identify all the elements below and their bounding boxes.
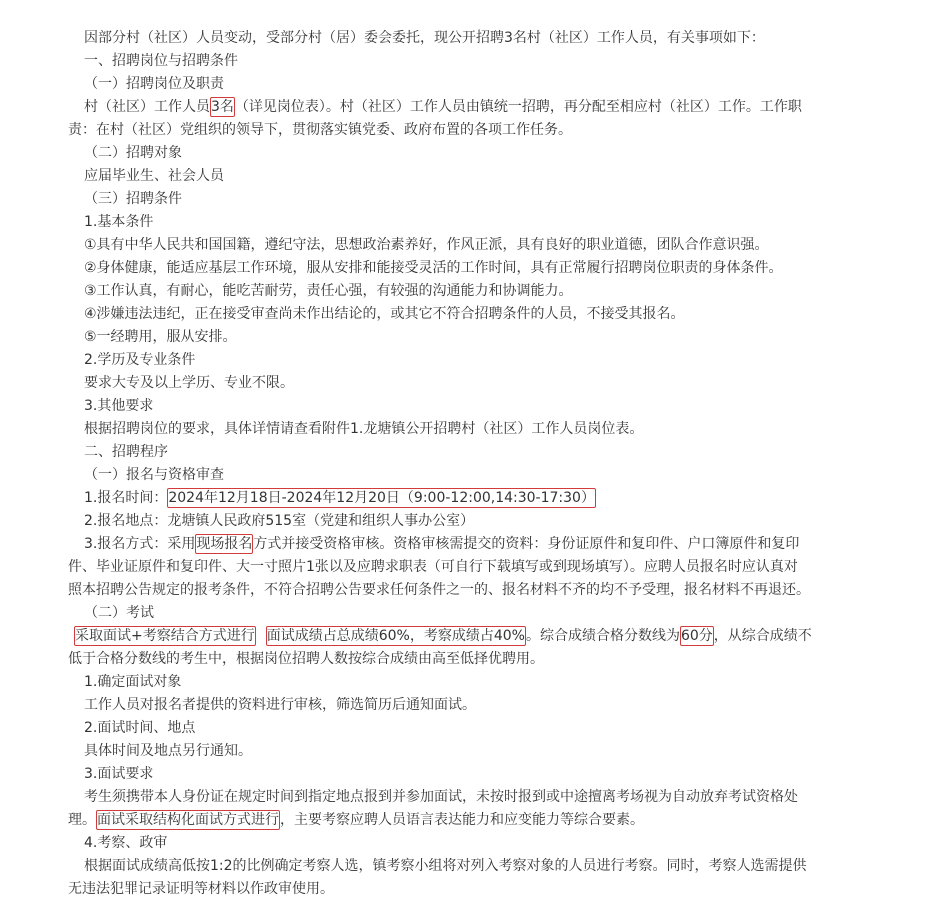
text: ③工作认真，有耐心，能吃苦耐劳，责任心强，有较强的沟通能力和协调能力。 <box>84 283 573 299</box>
paragraph-line <box>68 880 334 898</box>
text: （二）招聘对象 <box>84 145 182 161</box>
paragraph-line <box>68 650 544 668</box>
text: 照本招聘公告规定的报考条件，不符合招聘公告要求任何条件之一的、报名材料不齐的均不予受理，报名材料不再退还。 <box>68 582 810 598</box>
subsection-heading <box>84 765 153 783</box>
text: 件、毕业证原件和复印件、大一寸照片1张以及应聘求职表（可自行下载填写或到现场填写）。应聘人员报名时应认真对 <box>68 559 798 575</box>
text: 方式并接受资格审核。资格审核需提交的资料：身份证原件和复印件、户口簿原件和复印 <box>253 536 800 552</box>
text: 3.其他要求 <box>84 398 154 414</box>
paragraph-line <box>68 811 644 829</box>
text: 。综合成绩合格分数线为 <box>525 628 680 644</box>
text: （二）考试 <box>84 605 154 621</box>
text: （一）报名与资格审查 <box>84 467 224 483</box>
highlight-box: 2024年12月18日-2024年12月20日（9:00-12:00,14:30-17:30） <box>168 490 595 506</box>
text: 1.报名时间： <box>84 490 168 506</box>
text: 2.报名地点：龙塘镇人民政府515室（党建和组织人事办公室） <box>84 513 475 529</box>
paragraph-line <box>84 857 807 875</box>
text: 责：在村（社区）党组织的领导下，贯彻落实镇党委、政府布置的各项工作任务。 <box>68 122 572 138</box>
text: 1.确定面试对象 <box>84 674 182 690</box>
text: 二、招聘程序 <box>84 444 168 460</box>
text: 2.学历及专业条件 <box>84 352 196 368</box>
text: 根据招聘岗位的要求，具体详情请查看附件1.龙塘镇公开招聘村（社区）工作人员岗位表。 <box>84 421 644 437</box>
text: （三）招聘条件 <box>84 191 182 207</box>
text: ，主要考察应聘人员语言表达能力和应变能力等综合要素。 <box>280 812 644 828</box>
section-heading <box>84 52 238 70</box>
list-item <box>84 305 685 323</box>
subsection-heading <box>84 144 182 162</box>
text: （一）招聘岗位及职责 <box>84 76 224 92</box>
text: ④涉嫌违法违纪，正在接受审查尚未作出结论的，或其它不符合招聘条件的人员，不接受其报名。 <box>84 306 685 322</box>
paragraph-line <box>84 742 252 760</box>
text: 村（社区）工作人员 <box>84 99 210 115</box>
list-item <box>84 328 237 346</box>
text: 2.面试时间、地点 <box>84 720 196 736</box>
text: ，从综合成绩不 <box>713 628 812 644</box>
text: （详见岗位表）。村（社区）工作人员由镇统一招聘，再分配至相应村（社区）工作。工作职 <box>234 99 802 115</box>
paragraph-line <box>84 98 802 116</box>
text: 4.考察、政审 <box>84 835 168 851</box>
text: ①具有中华人民共和国国籍，遵纪守法，思想政治素养好，作风正派，具有良好的职业道德，团队合作意识强。 <box>84 237 769 253</box>
paragraph-line <box>84 489 596 507</box>
text: 根据面试成绩高低按1:2的比例确定考察人选，镇考察小组将对列入考察对象的人员进行考察。同时，考察人选需提供 <box>84 858 807 874</box>
paragraph-line <box>74 627 812 645</box>
text: 一、招聘岗位与招聘条件 <box>84 53 238 69</box>
paragraph-line <box>84 374 294 392</box>
text: 无违法犯罪记录证明等材料以作政审使用。 <box>68 881 334 897</box>
paragraph-line <box>84 420 643 438</box>
paragraph-line <box>84 696 476 714</box>
subsection-heading <box>84 351 195 369</box>
text: 理。 <box>68 812 96 828</box>
paragraph-line <box>68 558 798 576</box>
text: ②身体健康，能适应基层工作环境，服从安排和能接受灵活的工作时间，具有正常履行招聘岗位职责的身体条件。 <box>84 260 783 276</box>
text: 应届毕业生、社会人员 <box>84 168 224 184</box>
subsection-heading <box>84 397 153 415</box>
subsection-heading <box>84 190 182 208</box>
text: 因部分村（社区）人员变动，受部分村（居）委会委托，现公开招聘3名村（社区）工作人员，有关事项如下： <box>84 30 765 46</box>
paragraph-line <box>84 167 224 185</box>
subsection-heading <box>84 213 153 231</box>
text: 考生须携带本人身份证在规定时间到指定地点报到并参加面试，未按时报到或中途擅离考场视为自动放弃考试资格处 <box>84 789 798 805</box>
subsection-heading <box>84 604 154 622</box>
paragraph-line <box>84 512 474 530</box>
text: 具体时间及地点另行通知。 <box>84 743 252 759</box>
text: 1.基本条件 <box>84 214 154 230</box>
text: 低于合格分数线的考生中，根据岗位招聘人数按综合成绩由高至低择优聘用。 <box>68 651 544 667</box>
highlight-box: 现场报名 <box>196 536 253 552</box>
highlight-box: 面试成绩占总成绩60%，考察成绩占40% <box>266 628 525 644</box>
section-heading <box>84 443 168 461</box>
paragraph-line <box>68 581 810 599</box>
list-item <box>84 282 573 300</box>
text: 3.报名方式：采用 <box>84 536 196 552</box>
list-item <box>84 236 769 254</box>
intro-paragraph <box>84 29 765 47</box>
highlight-box: 面试采取结构化面试方式进行 <box>97 812 279 828</box>
subsection-heading <box>84 834 167 852</box>
paragraph-line <box>84 788 798 806</box>
paragraph-line <box>84 535 799 553</box>
subsection-heading <box>84 719 195 737</box>
highlight-box: 采取面试+考察结合方式进行 <box>75 628 255 644</box>
text: 要求大专及以上学历、专业不限。 <box>84 375 294 391</box>
highlight-box: 3名 <box>211 99 234 115</box>
subsection-heading <box>84 673 181 691</box>
text: 工作人员对报名者提供的资料进行审核，筛选简历后通知面试。 <box>84 697 476 713</box>
list-item <box>84 259 783 277</box>
text: ⑤一经聘用，服从安排。 <box>84 329 237 345</box>
subsection-heading <box>84 75 224 93</box>
paragraph-line <box>68 121 572 139</box>
subsection-heading <box>84 466 224 484</box>
text: 3.面试要求 <box>84 766 154 782</box>
highlight-box: 60分 <box>680 628 713 644</box>
